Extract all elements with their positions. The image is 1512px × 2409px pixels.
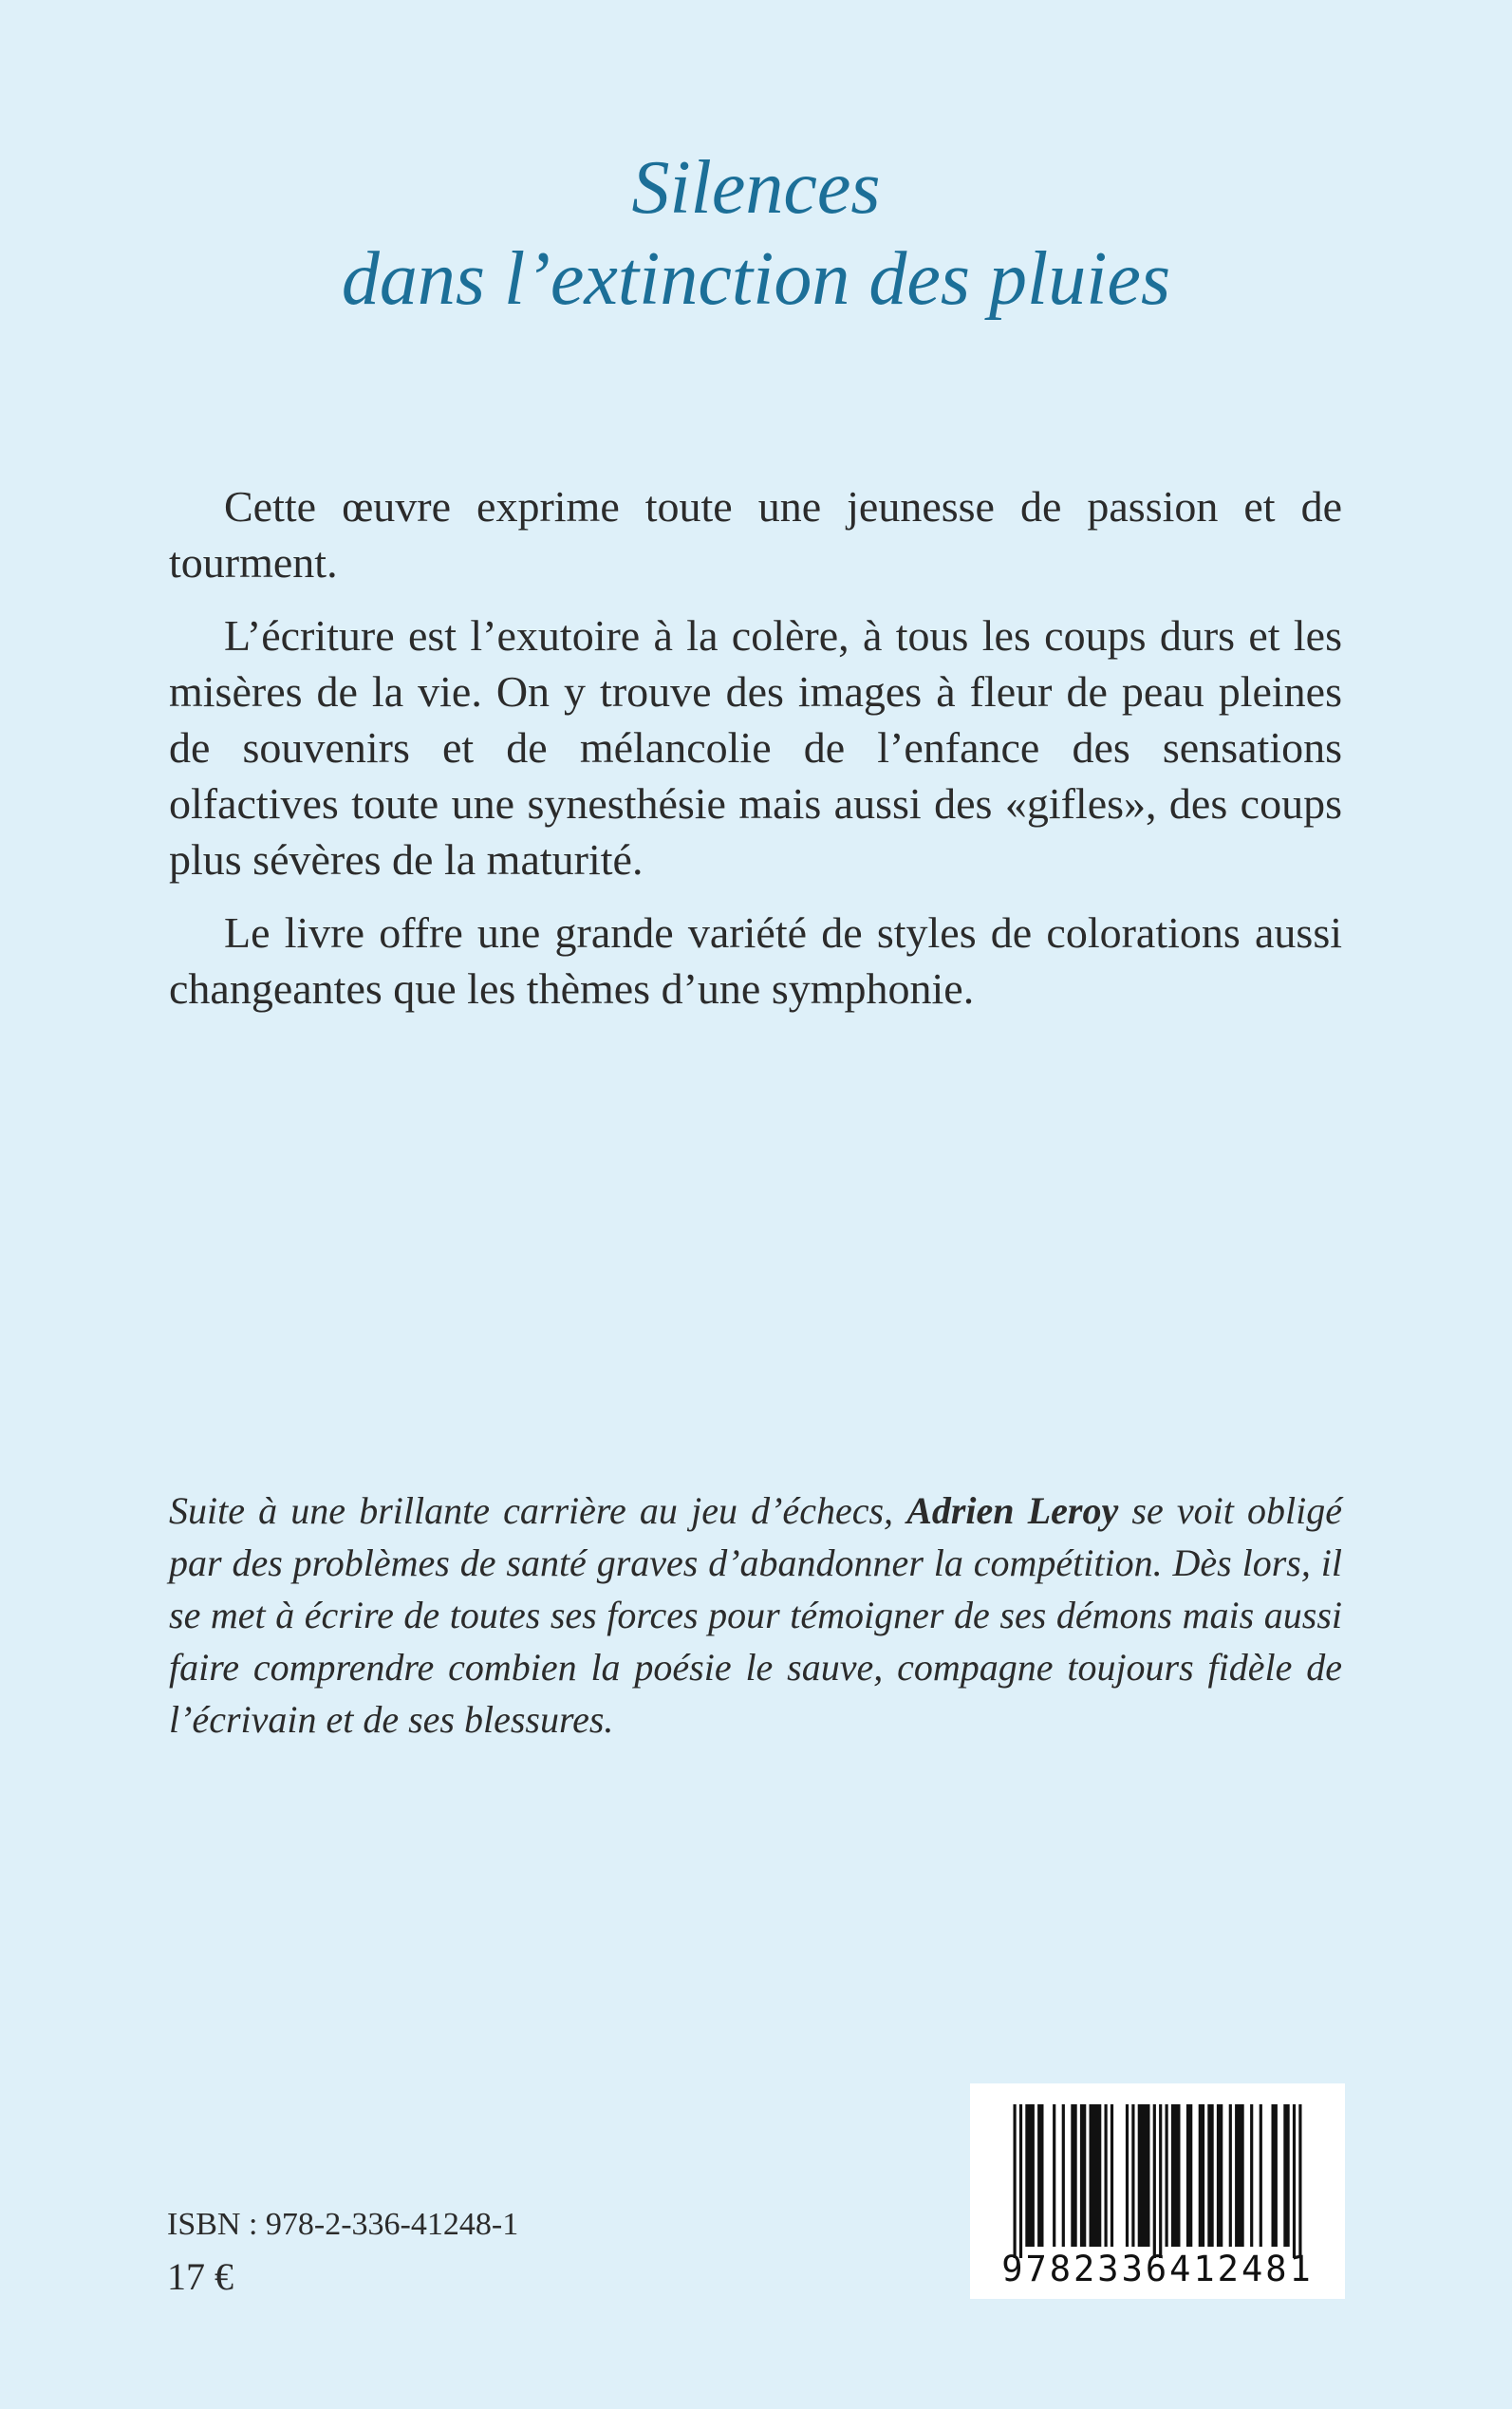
barcode-bar [1171,2104,1181,2247]
barcode-bar [1105,2104,1108,2247]
barcode-bar [1293,2104,1296,2258]
barcode-bar [1138,2104,1150,2247]
author-bio-text [169,1485,1342,1746]
barcode-bar [1126,2104,1129,2247]
blurb [169,478,1342,1034]
book-title [0,142,1512,325]
barcode-bar [1250,2104,1253,2247]
bio-before-name: Suite à une brillante carrière au jeu d’échecs, [169,1489,907,1532]
barcode-bar [1153,2104,1156,2258]
barcode-bar [1199,2104,1204,2247]
barcode-digits: 9782336412481 [1001,2249,1314,2289]
barcode-bar [1272,2104,1278,2247]
price: 17 € [167,2255,233,2298]
title-line-2: dans l’extinction des pluies [341,237,1171,321]
author-bio [169,1485,1342,1746]
barcode-bar [1229,2104,1232,2247]
barcode-bar [1186,2104,1192,2247]
barcode-bar [1166,2104,1168,2247]
blurb-paragraph-2: L’écriture est l’exutoire à la colère, à tous les coups durs et les misères de la vie. On y trouve des images à fleur de peau pleines de souvenirs et de mélancolie de l’enfance des sensations olfactives toute une synesthésie mais aussi des «gifles», des coups plus sévères de la maturité. [169,611,1342,884]
barcode-bar [1019,2104,1022,2258]
isbn: ISBN : 978-2-336-41248-1 [167,2207,519,2242]
bio-after-name: se voit obligé par des problèmes de santé graves d’abandonner la compétition. Dès lors, il se met à écrire de toutes ses forces pour témoigner de ses démons mais aussi faire comprendre combien la poésie le sauve, compagne toujours fidèle de l’écrivain et de ses blessures. [169,1489,1342,1741]
barcode-bar [1090,2104,1102,2247]
barcode-bar [1025,2104,1035,2247]
blurb-paragraph-1: Cette œuvre exprime toute une jeunesse de passion et de tourment. [169,482,1342,587]
barcode-bar [1071,2104,1076,2247]
blurb-paragraph-3: Le livre offre une grande variété de styles de colorations aussi changeantes que les thèmes d’une symphonie. [169,908,1342,1013]
barcode-bar [1260,2104,1262,2247]
barcode-bar [1283,2104,1289,2247]
barcode-bar [1235,2104,1244,2247]
barcode [970,2083,1345,2299]
barcode-bar [1080,2104,1086,2247]
barcode-bar [1159,2104,1162,2258]
barcode-bar [1053,2104,1055,2247]
barcode-bar [1014,2104,1017,2258]
barcode-bar [1298,2104,1301,2258]
barcode-bar [1111,2104,1113,2247]
barcode-bar [1207,2104,1213,2247]
barcode-bar [1217,2104,1223,2247]
barcode-bar [1037,2104,1043,2247]
barcode-bar [1131,2104,1134,2247]
barcode-bar [1062,2104,1065,2247]
title-line-1: Silences [631,146,881,230]
author-name: Adrien Leroy [906,1489,1119,1532]
